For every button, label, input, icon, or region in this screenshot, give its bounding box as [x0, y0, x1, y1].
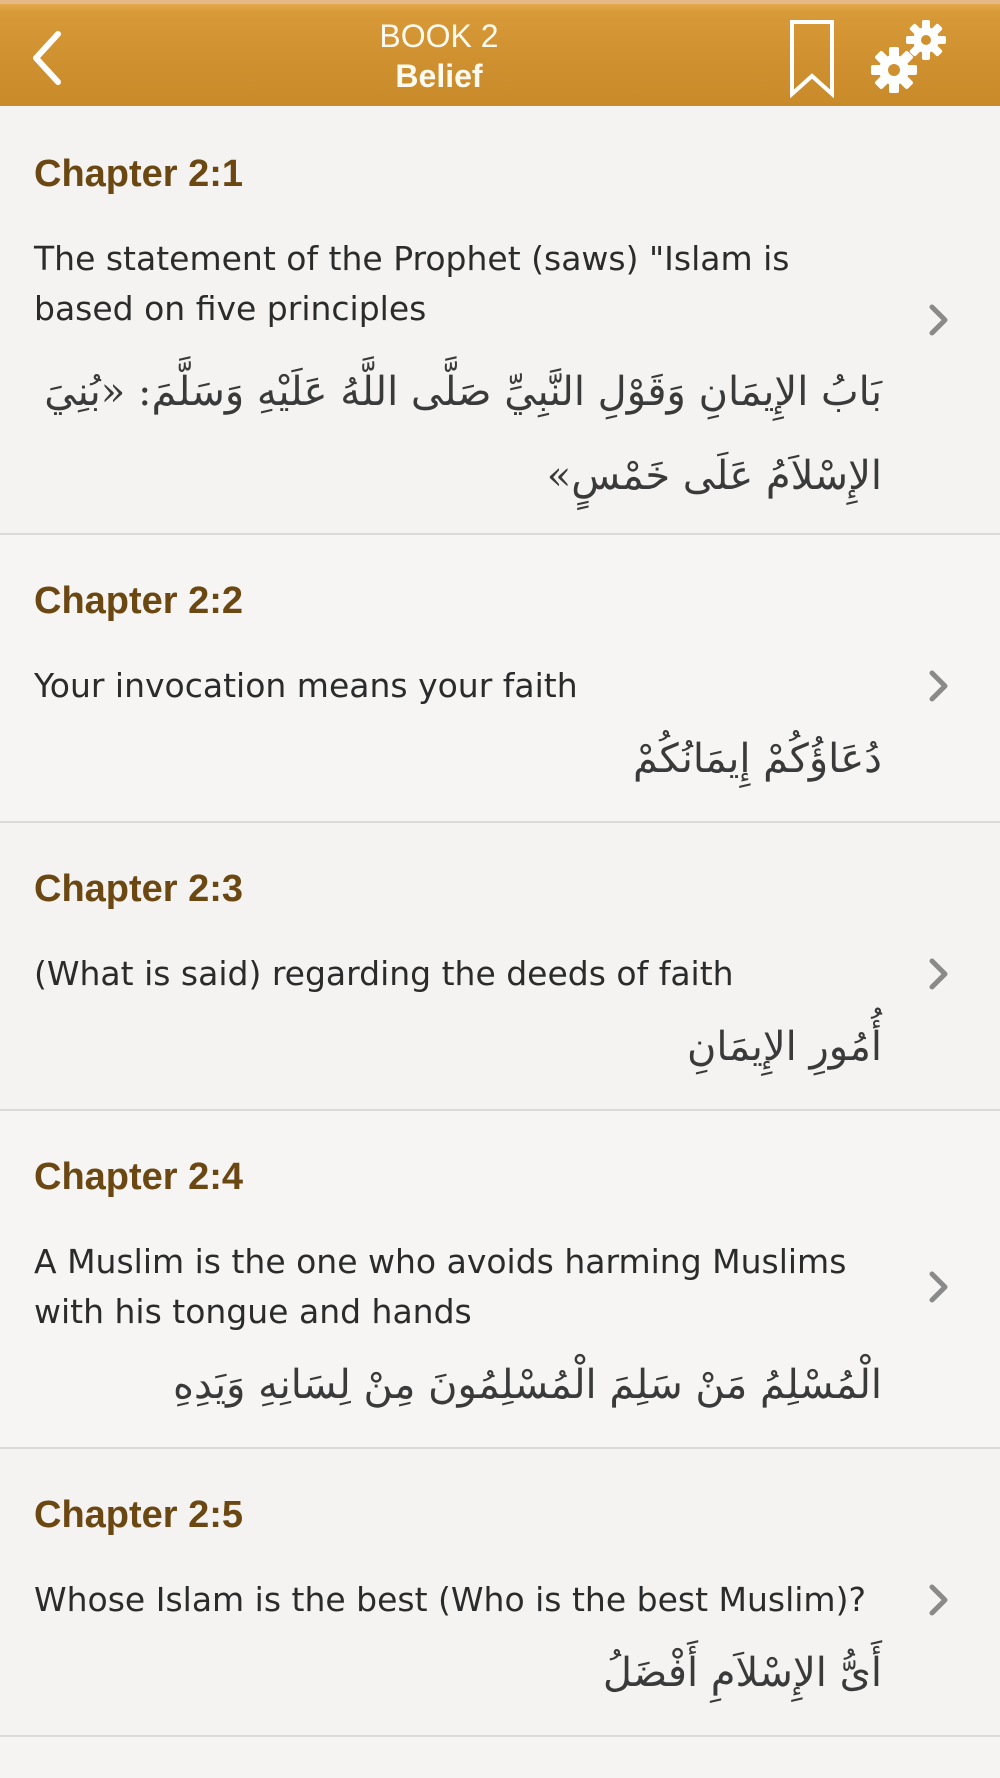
- chapter-row[interactable]: [0, 106, 1000, 535]
- chapter-title: Chapter 2:1: [34, 153, 244, 195]
- chapter-arabic-title: الْمُسْلِمُ مَنْ سَلِمَ الْمُسْلِمُونَ مِنْ لِسَانِهِ وَيَدِهِ: [173, 1362, 882, 1408]
- book-number: BOOK 2: [379, 18, 499, 54]
- chapter-arabic-title: بَابُ الإِيمَانِ وَقَوْلِ النَّبِيِّ صَلَّى اللَّهُ عَلَيْهِ وَسَلَّمَ: «بُنِيَ الإِسْلاَمُ عَلَى خَمْسٍ»: [44, 369, 882, 499]
- chapter-title: Chapter 2:3: [34, 868, 244, 910]
- chapter-arabic-title: أَىُّ الإِسْلاَمِ أَفْضَلُ: [602, 1650, 882, 1696]
- page-title: [300, 16, 578, 96]
- chapter-english-title: A Muslim is the one who avoids harming Muslims with his tongue and hands: [34, 1242, 847, 1331]
- chapter-row[interactable]: [0, 1449, 1000, 1737]
- chapter-row[interactable]: [0, 535, 1000, 823]
- chapter-arabic-title: دُعَاؤُكُمْ إِيمَانُكُمْ: [633, 736, 882, 782]
- chevron-right-icon: [926, 1269, 952, 1305]
- book-name: Belief: [395, 58, 483, 94]
- chevron-right-icon: [926, 1582, 952, 1618]
- chapter-arabic-title: أُمُورِ الإِيمَانِ: [687, 1024, 882, 1070]
- chapter-row[interactable]: [0, 823, 1000, 1111]
- chapter-title: Chapter 2:4: [34, 1156, 244, 1198]
- chevron-right-icon: [926, 302, 952, 338]
- chapter-english-title: The statement of the Prophet (saws) "Islam is based on five principles: [34, 239, 790, 328]
- chapter-row[interactable]: [0, 1111, 1000, 1449]
- chapter-english-title: (What is said) regarding the deeds of faith: [34, 954, 734, 993]
- chapter-title: Chapter 2:2: [34, 580, 244, 622]
- chapter-title: Chapter 2:5: [34, 1494, 244, 1536]
- chapter-english-title: Your invocation means your faith: [34, 666, 578, 705]
- back-icon[interactable]: [26, 28, 70, 88]
- gear-icon[interactable]: [870, 16, 952, 98]
- chapter-english-title: Whose Islam is the best (Who is the best Muslim)?: [34, 1580, 866, 1619]
- chevron-right-icon: [926, 668, 952, 704]
- navigation-bar: [0, 0, 1000, 106]
- chevron-right-icon: [926, 956, 952, 992]
- chapter-list: [0, 106, 1000, 1737]
- bookmark-icon[interactable]: [788, 18, 836, 98]
